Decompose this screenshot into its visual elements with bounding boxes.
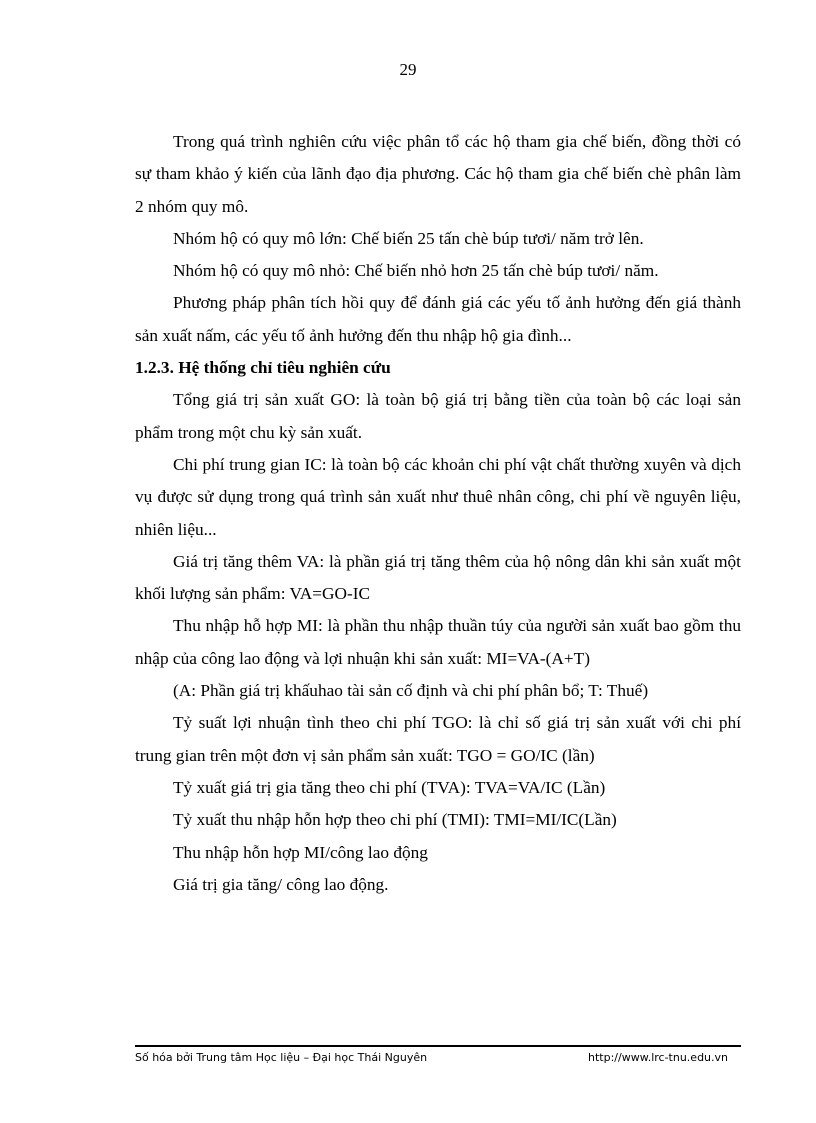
paragraph: Phương pháp phân tích hồi quy để đánh giá các yếu tố ảnh hưởng đến giá thành sản xuất nấm, các yếu tố ảnh hưởng đến thu nhập hộ gia đình... (135, 293, 741, 345)
paragraph: Thu nhập hỗ hợp MI: là phần thu nhập thuần túy của người sản xuất bao gồm thu nhập của công lao động và lợi nhuận khi sản xuất: MI=VA-(A+T) (135, 616, 741, 668)
paragraph: Tỷ suất lợi nhuận tình theo chi phí TGO: là chỉ số giá trị sản xuất với chi phí trung gian trên một đơn vị sản phẩm sản xuất: TGO = GO/IC (lần) (135, 713, 741, 765)
page-number: 29 (399, 60, 417, 79)
paragraph: Chi phí trung gian IC: là toàn bộ các khoản chi phí vật chất thường xuyên và dịch vụ được sử dụng trong quá trình sản xuất như thuê nhân công, chi phí về nguyên liệu, nhiên liệu... (135, 454, 741, 539)
document-body (135, 126, 741, 901)
paragraph: Tổng giá trị sản xuất GO: là toàn bộ giá trị bằng tiền của toàn bộ các loại sản phẩm trong một chu kỳ sản xuất. (135, 390, 741, 442)
paragraph: Tỷ xuất giá trị gia tăng theo chi phí (TVA): TVA=VA/IC (Lần) (173, 777, 606, 797)
paragraph: Thu nhập hỗn hợp MI/công lao động (173, 842, 428, 862)
paragraph: Nhóm hộ có quy mô nhỏ: Chế biến nhỏ hơn 25 tấn chè búp tươi/ năm. (173, 261, 659, 281)
footer-divider (135, 1045, 741, 1047)
paragraph: Nhóm hộ có quy mô lớn: Chế biến 25 tấn chè búp tươi/ năm trở lên. (173, 228, 644, 248)
paragraph: (A: Phần giá trị khấuhao tài sản cố định và chi phí phân bổ; T: Thuế) (173, 681, 649, 701)
paragraph: Trong quá trình nghiên cứu việc phân tổ các hộ tham gia chế biến, đồng thời có sự tham khảo ý kiến của lãnh đạo địa phương. Các hộ tham gia chế biến chè phân làm 2 nhóm quy mô. (135, 132, 741, 216)
footer-url-link[interactable]: http://www.lrc-tnu.edu.vn (588, 1051, 728, 1064)
paragraph: Tỷ xuất thu nhập hỗn hợp theo chi phí (TMI): TMI=MI/IC(Lần) (173, 810, 617, 830)
footer-source-text: Số hóa bởi Trung tâm Học liệu – Đại học Thái Nguyên (135, 1051, 428, 1064)
paragraph: Giá trị gia tăng/ công lao động. (173, 874, 389, 894)
section-heading: 1.2.3. Hệ thống chỉ tiêu nghiên cứu (135, 358, 391, 378)
paragraph: Giá trị tăng thêm VA: là phần giá trị tăng thêm của hộ nông dân khi sản xuất một khối lượng sản phẩm: VA=GO-IC (135, 551, 741, 604)
